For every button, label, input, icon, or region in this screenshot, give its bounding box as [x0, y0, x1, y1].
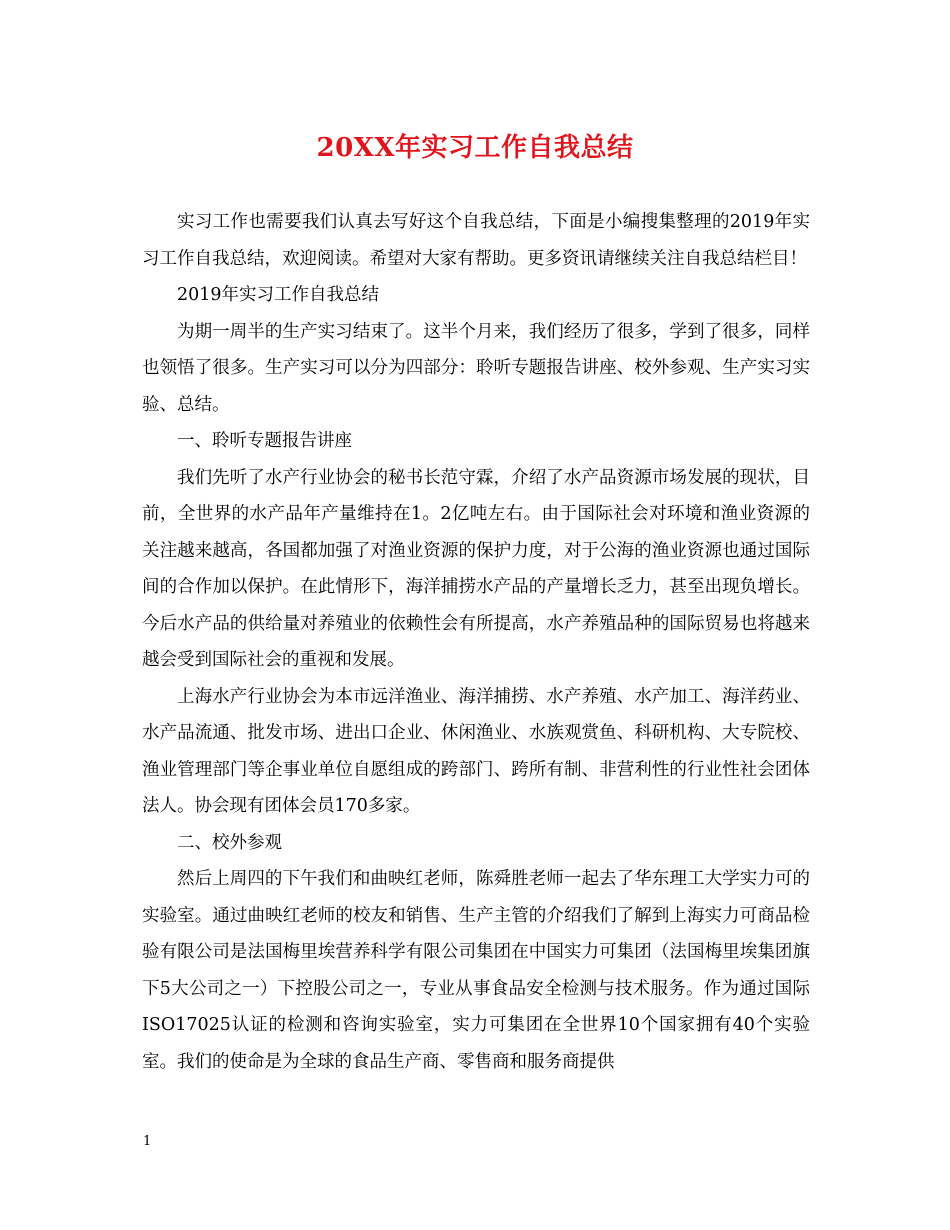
- overview-paragraph: 为期一周半的生产实习结束了。这半个月来，我们经历了很多，学到了很多，同样也领悟了很多。生产实习可以分为四部分：聆听专题报告讲座、校外参观、生产实习实验、总结。: [142, 321, 810, 415]
- intro-paragraph: 实习工作也需要我们认真去写好这个自我总结，下面是小编搜集整理的2019年实习工作自我总结，欢迎阅读。希望对大家有帮助。更多资讯请继续关注自我总结栏目！: [142, 212, 810, 269]
- document-title: 20XX年实习工作自我总结: [316, 133, 634, 163]
- section-heading-lectures: 一、聆听专题报告讲座: [177, 431, 352, 451]
- visit-paragraph: 然后上周四的下午我们和曲映红老师，陈舜胜老师一起去了华东理工大学实力可的实验室。通过曲映红老师的校友和销售、生产主管的介绍我们了解到上海实力可商品检验有限公司是法国梅里埃营养科学有限公司集团在中国实力可集团（法国梅里埃集团旗下5大公司之一）下控股公司之一，专业从事食品安全检测与技术服务。作为通过国际ISO17025认证的检测和咨询实验室，实力可集团在全世界10个国家拥有40个实验室。我们的使命是为全球的食品生产商、零售商和服务商提供: [142, 869, 810, 1072]
- association-paragraph: 上海水产行业协会为本市远洋渔业、海洋捕捞、水产养殖、水产加工、海洋药业、水产品流通、批发市场、进出口企业、休闲渔业、水族观赏鱼、科研机构、大专院校、渔业管理部门等企事业单位自愿组成的跨部门、跨所有制、非营利性的行业性社会团体法人。协会现有团体会员170多家。: [142, 686, 810, 816]
- subtitle-paragraph: 2019年实习工作自我总结: [177, 285, 380, 305]
- section-heading-visit: 二、校外参观: [177, 832, 282, 853]
- document-body: [142, 204, 810, 1080]
- page-number: 1: [143, 1134, 152, 1149]
- lecture-paragraph: 我们先听了水产行业协会的秘书长范守霖，介绍了水产品资源市场发展的现状，目前，全世界的水产品年产量维持在1。2亿吨左右。由于国际社会对环境和渔业资源的关注越来越高，各国都加强了对渔业资源的保护力度，对于公海的渔业资源也通过国际间的合作加以保护。在此情形下，海洋捕捞水产品的产量增长乏力，甚至出现负增长。今后水产品的供给量对养殖业的依赖性会有所提高，水产养殖品种的国际贸易也将越来越会受到国际社会的重视和发展。: [142, 467, 810, 670]
